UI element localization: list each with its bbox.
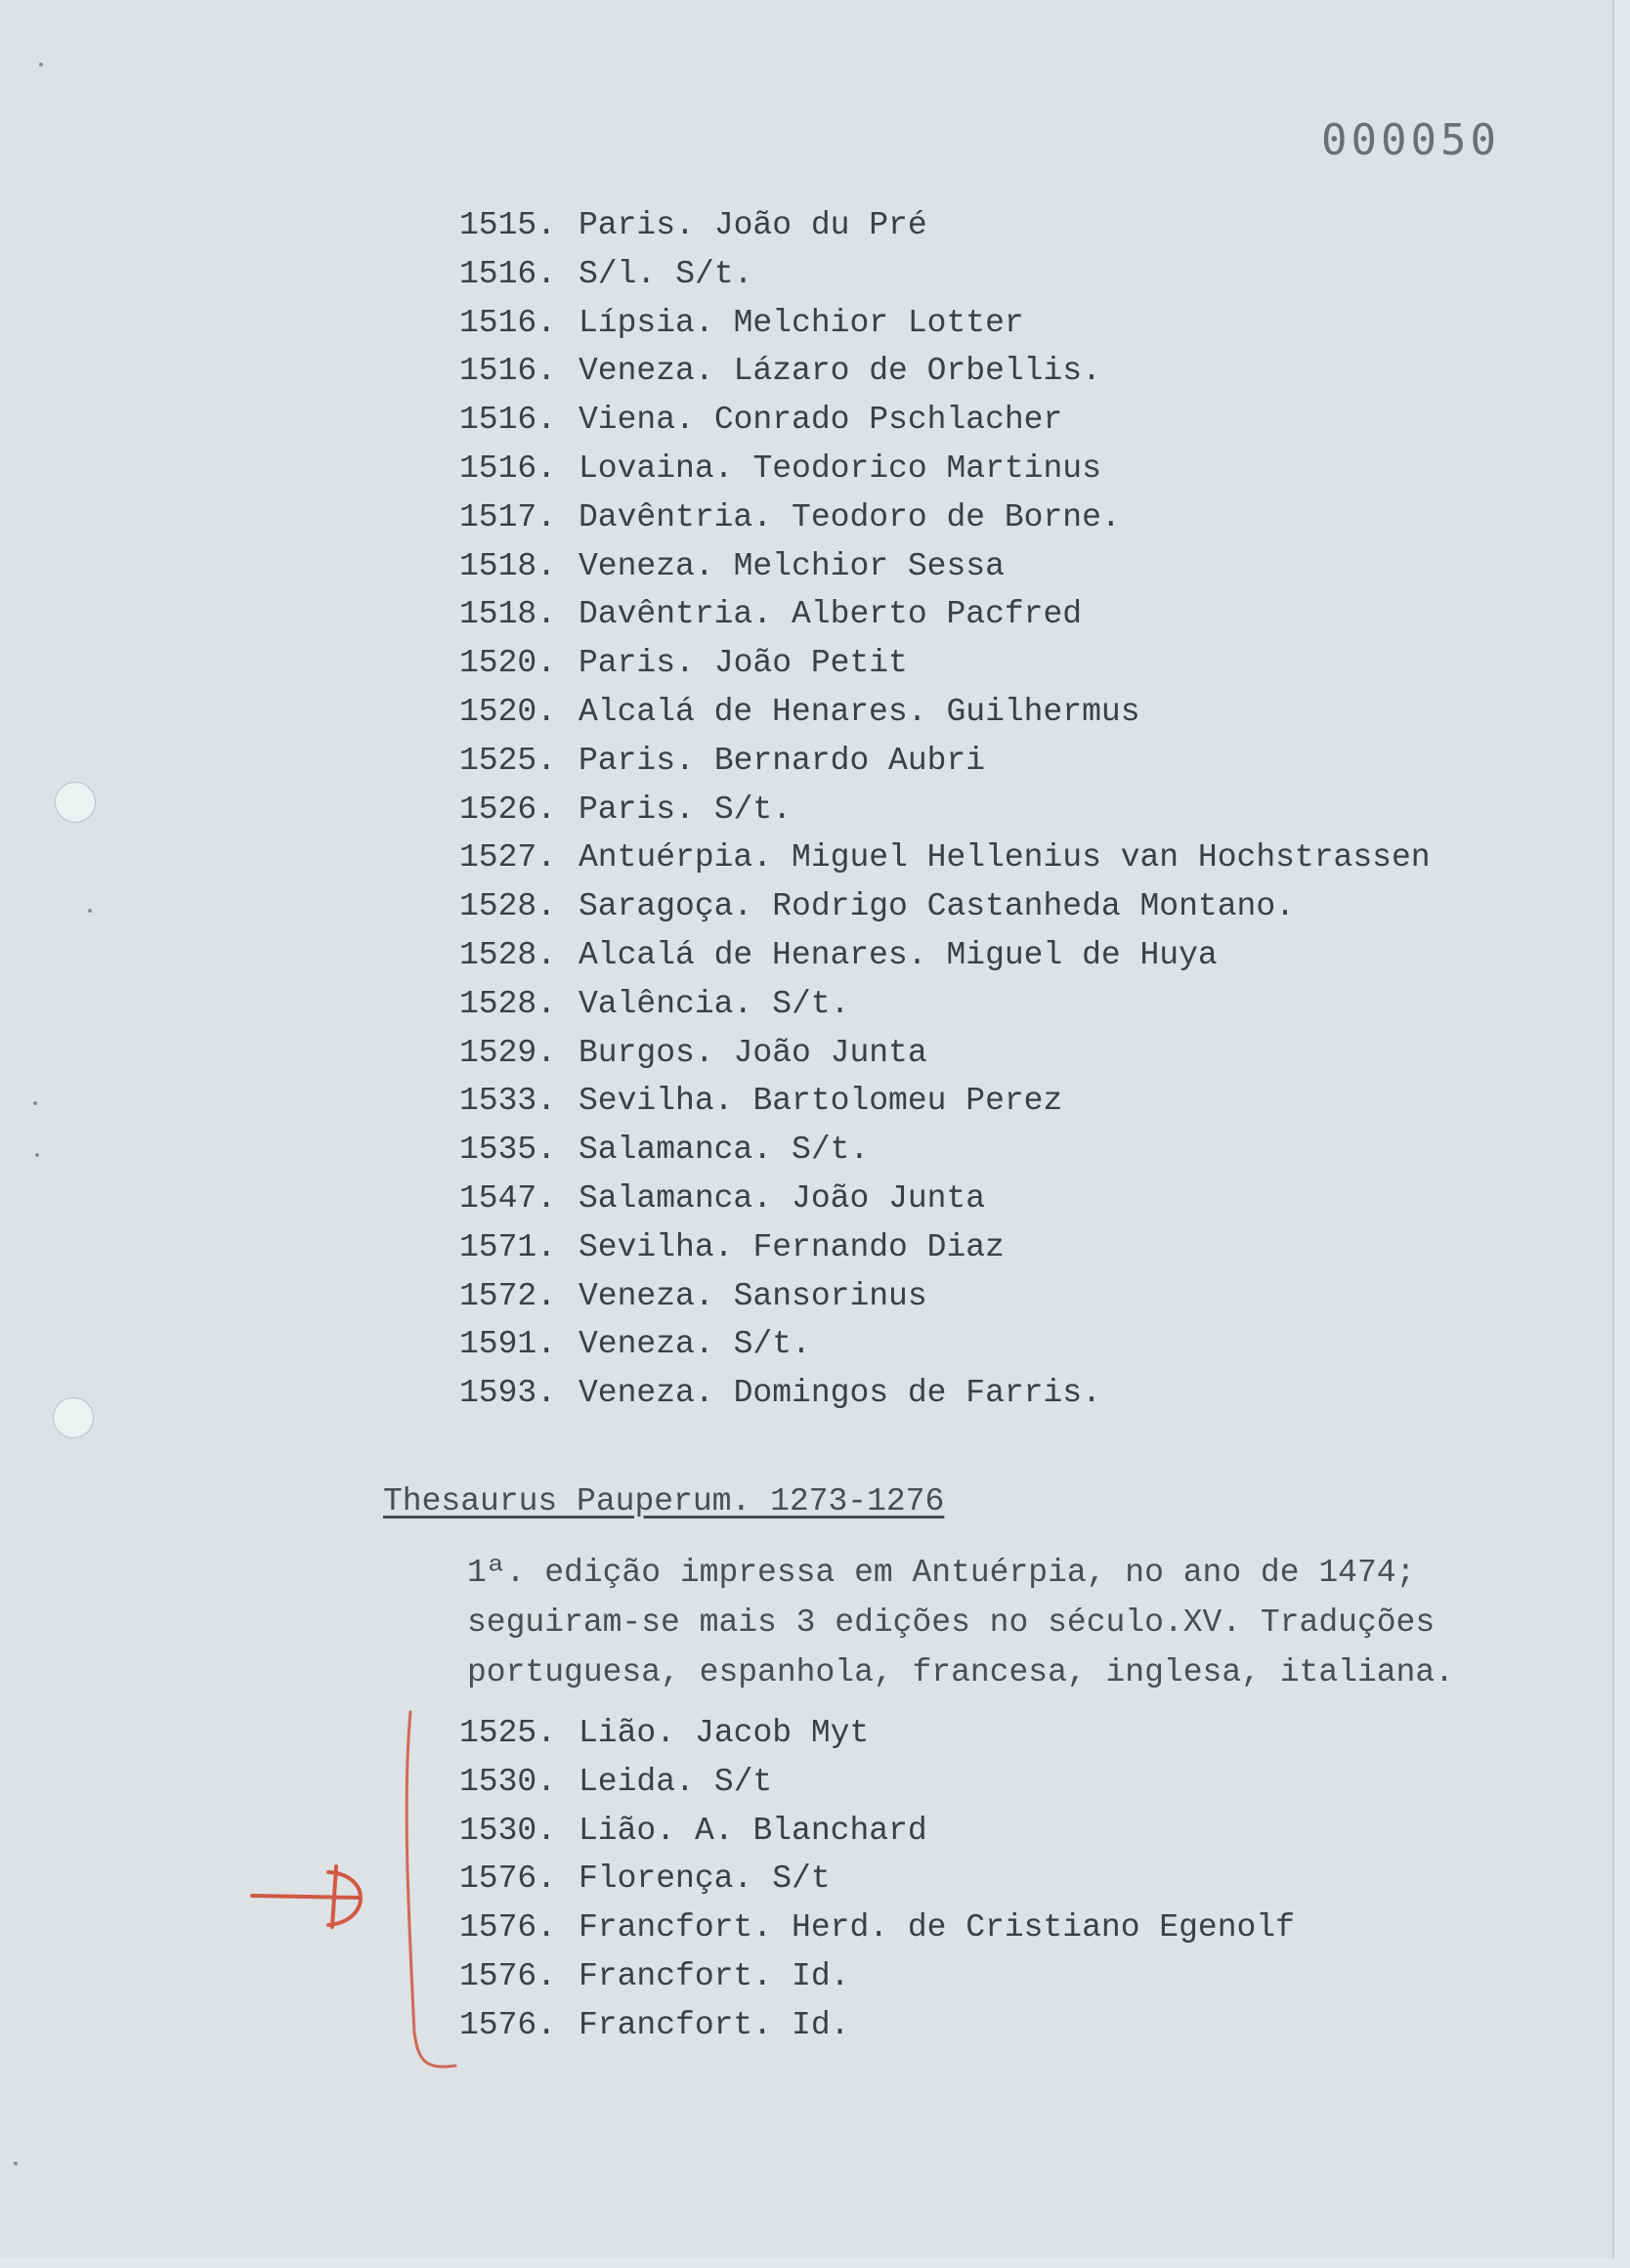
entry-place: Florença. [579,1861,753,1898]
entry-printer: Rodrigo Castanheda Montano. [772,888,1295,925]
entry-year: 1576. [459,1861,557,1898]
entry-place: Lião. [579,1812,676,1849]
entry-printer: S/t. [713,791,793,828]
entry-printer: Melchior Sessa [733,547,1005,584]
entry-year: 1529. [459,1034,557,1071]
entry-year: 1547. [459,1179,557,1217]
scan-speck [35,1153,39,1157]
entry-place: Lovaina. [579,449,734,487]
entry-place: Veneza. [579,1277,714,1314]
edition-entry [459,2001,1295,2050]
edition-entry [459,542,1431,591]
entry-place: Lípsia. [579,304,714,341]
edition-entry [459,688,1431,737]
entry-printer: Id. [792,2006,850,2043]
entry-year: 1516. [459,304,557,341]
edition-entry [459,1952,1295,2001]
edition-entry [459,1272,1431,1321]
edition-entry [459,1758,1295,1807]
edition-entry [459,1807,1295,1856]
paragraph-line: 1ª. edição impressa em Antuérpia, no ano de 1474; [467,1555,1416,1591]
entry-printer: A. Blanchard [695,1812,927,1849]
edition-entry [459,250,1431,299]
entry-place: Davêntria. [579,596,773,633]
entry-printer: S/t. [733,1326,811,1363]
page-number: 000050 [1321,115,1500,165]
entry-printer: Bernardo Aubri [713,742,986,779]
entry-year: 1528. [459,888,557,925]
bracket-line [407,1712,455,2067]
edition-entry [459,590,1431,639]
entry-place: Sevilha. [579,1228,734,1265]
entry-printer: Bartolomeu Perez [752,1083,1063,1120]
entry-printer: Miguel Hellenius van Hochstrassen [792,839,1431,877]
entry-place: Leida. [579,1763,695,1800]
entry-printer: Jacob Myt [695,1715,870,1751]
entry-printer: Sansorinus [733,1277,927,1314]
entry-printer: Fernando Diaz [752,1228,1005,1265]
entry-place: Saragoça. [579,888,753,925]
entry-printer: Domingos de Farris. [733,1375,1101,1412]
entry-place: Paris. [579,645,695,682]
edition-entry [459,737,1431,786]
entry-year: 1526. [459,791,557,828]
entry-year: 1525. [459,742,557,779]
entry-year: 1520. [459,645,557,682]
entry-year: 1576. [459,1909,557,1947]
edition-entry [459,1029,1431,1078]
punch-hole-bottom [53,1397,94,1438]
entry-printer: S/t. [792,1132,870,1169]
edition-entry [459,1709,1295,1758]
entry-place: Lião. [579,1715,676,1751]
edition-entry [459,786,1431,834]
edition-entry [459,299,1431,348]
entry-place: Sevilha. [579,1083,734,1120]
edition-entry [459,1175,1431,1223]
scan-speck [39,63,43,66]
entry-year: 1525. [459,1715,557,1751]
entry-year: 1516. [459,402,557,439]
entry-year: 1571. [459,1228,557,1265]
section-heading: Thesaurus Pauperum. 1273-1276 [383,1483,945,1519]
paragraph-line: seguiram-se mais 3 edições no século.XV. Traduções [467,1605,1436,1641]
entry-year: 1591. [459,1326,557,1363]
translation-edition-list [459,1709,1295,2050]
entry-place: Veneza. [579,353,714,390]
entry-year: 1535. [459,1132,557,1169]
entry-place: Veneza. [579,1375,714,1412]
entry-place: Francfort. [579,1909,773,1947]
entry-place: Paris. [579,791,695,828]
edition-entry [459,445,1431,493]
edition-entry [459,1855,1295,1904]
entry-year: 1576. [459,1957,557,1994]
edition-entry [459,1223,1431,1272]
edition-entry [459,1126,1431,1175]
entry-year: 1530. [459,1812,557,1849]
entry-year: 1572. [459,1277,557,1314]
entry-printer: S/t [713,1763,773,1800]
entry-place: S/l. [579,255,657,292]
entry-printer: Conrado Pschlacher [713,402,1063,439]
entry-year: 1528. [459,985,557,1022]
entry-place: Alcalá de Henares. [579,936,927,973]
entry-year: 1527. [459,839,557,877]
entry-year: 1576. [459,2006,557,2043]
edition-entry [459,201,1431,250]
edition-entry [459,980,1431,1029]
entry-place: Veneza. [579,1326,714,1363]
edition-entry [459,493,1431,542]
edition-entry [459,1369,1431,1418]
entry-printer: S/t [772,1861,831,1898]
entry-place: Paris. [579,742,695,779]
edition-entry [459,1904,1295,1952]
paragraph-line: portuguesa, espanhola, francesa, inglesa, italiana. [467,1654,1454,1690]
entry-place: Francfort. [579,2006,773,2043]
edition-entry [459,1077,1431,1126]
entry-printer: Herd. de Cristiano Egenolf [792,1909,1295,1947]
entry-place: Burgos. [579,1034,714,1071]
entry-year: 1528. [459,936,557,973]
entry-year: 1520. [459,693,557,730]
punch-hole-top [55,782,96,823]
edition-list [459,201,1431,1418]
entry-year: 1530. [459,1763,557,1800]
edition-entry [459,882,1431,931]
edition-entry [459,639,1431,688]
entry-year: 1516. [459,353,557,390]
section-paragraph [467,1548,1454,1697]
entry-printer: S/t. [772,985,850,1022]
entry-printer: João Junta [792,1179,986,1217]
entry-year: 1518. [459,596,557,633]
entry-place: Antuérpia. [579,839,773,877]
entry-place: Davêntria. [579,498,773,535]
arrow-icon [252,1866,361,1927]
edition-entry [459,931,1431,980]
entry-place: Salamanca. [579,1132,773,1169]
entry-printer: Melchior Lotter [733,304,1024,341]
edition-entry [459,347,1431,396]
entry-printer: João Junta [733,1034,927,1071]
entry-place: Salamanca. [579,1179,773,1217]
entry-printer: Teodoro de Borne. [792,498,1121,535]
entry-printer: João du Pré [713,207,927,243]
entry-year: 1593. [459,1375,557,1412]
entry-year: 1518. [459,547,557,584]
entry-year: 1533. [459,1083,557,1120]
entry-year: 1515. [459,207,557,243]
edition-entry [459,1320,1431,1369]
entry-place: Francfort. [579,1957,773,1994]
entry-place: Alcalá de Henares. [579,693,927,730]
entry-place: Veneza. [579,547,714,584]
entry-printer: Teodorico Martinus [752,449,1101,487]
entry-printer: Id. [792,1957,850,1994]
scan-speck [88,909,92,913]
entry-place: Viena. [579,402,695,439]
entry-printer: Guilhermus [946,693,1140,730]
entry-printer: João Petit [713,645,908,682]
entry-year: 1517. [459,498,557,535]
entry-printer: Miguel de Huya [946,936,1218,973]
entry-place: Paris. [579,207,695,243]
entry-printer: S/t. [675,255,753,292]
entry-year: 1516. [459,449,557,487]
scan-speck [14,2161,18,2165]
edition-entry [459,396,1431,445]
entry-printer: Lázaro de Orbellis. [733,353,1101,390]
scan-speck [33,1101,37,1105]
entry-place: Valência. [579,985,753,1022]
edition-entry [459,834,1431,882]
entry-year: 1516. [459,255,557,292]
entry-printer: Alberto Pacfred [792,596,1083,633]
